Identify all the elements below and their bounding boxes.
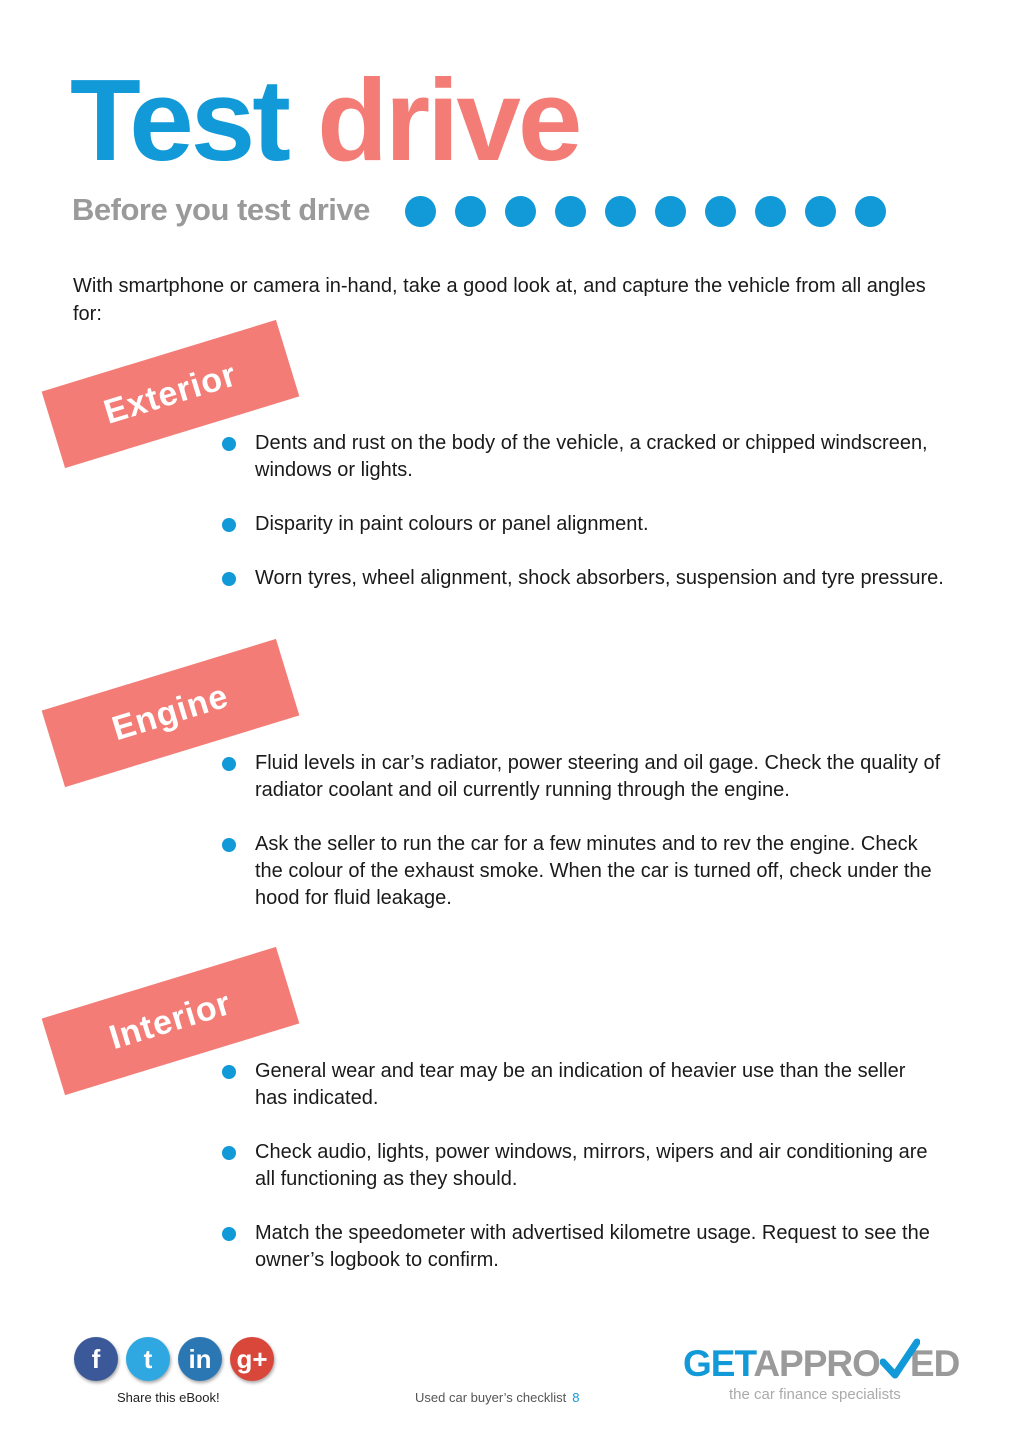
dot (505, 196, 536, 227)
engine-list (222, 750, 942, 939)
dot (655, 196, 686, 227)
subtitle: Before you test drive (72, 192, 370, 227)
logo-get: GET (683, 1343, 754, 1384)
title-drive: drive (317, 55, 580, 185)
section-label: Engine (107, 676, 233, 749)
share-label: Share this eBook! (117, 1390, 220, 1405)
decorative-dots (405, 196, 886, 227)
brand-tagline: the car finance specialists (729, 1386, 901, 1403)
interior-list (222, 1058, 942, 1301)
page-title (70, 55, 580, 185)
dot (705, 196, 736, 227)
google-plus-icon[interactable]: g+ (230, 1337, 274, 1381)
dot (805, 196, 836, 227)
intro-text: With smartphone or camera in-hand, take a good look at, and capture the vehicle from all angles for: (73, 275, 926, 325)
exterior-list (222, 430, 992, 619)
dot (755, 196, 786, 227)
checkmark-icon (880, 1338, 920, 1382)
page-number: 8 (572, 1390, 580, 1405)
doc-title: Used car buyer’s checklist (415, 1390, 567, 1405)
list-item: Ask the seller to run the car for a few minutes and to rev the engine. Check the colour of the exhaust smoke. When the car is turned off, check under the hood for fluid leakage. (222, 831, 942, 912)
twitter-icon[interactable]: t (126, 1337, 170, 1381)
list-item: General wear and tear may be an indication of heavier use than the seller has indicated. (222, 1058, 942, 1112)
footer-doc-info (415, 1390, 579, 1405)
list-item: Check audio, lights, power windows, mirrors, wipers and air conditioning are all functioning as they should. (222, 1139, 942, 1193)
list-item: Match the speedometer with advertised kilometre usage. Request to see the owner’s logbook to confirm. (222, 1220, 942, 1274)
list-item: Dents and rust on the body of the vehicle, a cracked or chipped windscreen, windows or lights. (222, 430, 992, 484)
social-share-icons (74, 1337, 274, 1381)
dot (855, 196, 886, 227)
logo-ed: ED (909, 1343, 960, 1384)
dot (405, 196, 436, 227)
list-item: Fluid levels in car’s radiator, power steering and oil gage. Check the quality of radiator coolant and oil currently running through the engine. (222, 750, 942, 804)
section-label: Interior (104, 984, 236, 1057)
logo-appro: APPRO (753, 1343, 880, 1384)
dot (455, 196, 486, 227)
facebook-icon[interactable]: f (74, 1337, 118, 1381)
dot (605, 196, 636, 227)
list-item: Worn tyres, wheel alignment, shock absorbers, suspension and tyre pressure. (222, 565, 992, 592)
title-test: Test (70, 55, 288, 185)
section-label: Exterior (99, 355, 242, 432)
list-item: Disparity in paint colours or panel alignment. (222, 511, 992, 538)
dot (555, 196, 586, 227)
linkedin-icon[interactable]: in (178, 1337, 222, 1381)
